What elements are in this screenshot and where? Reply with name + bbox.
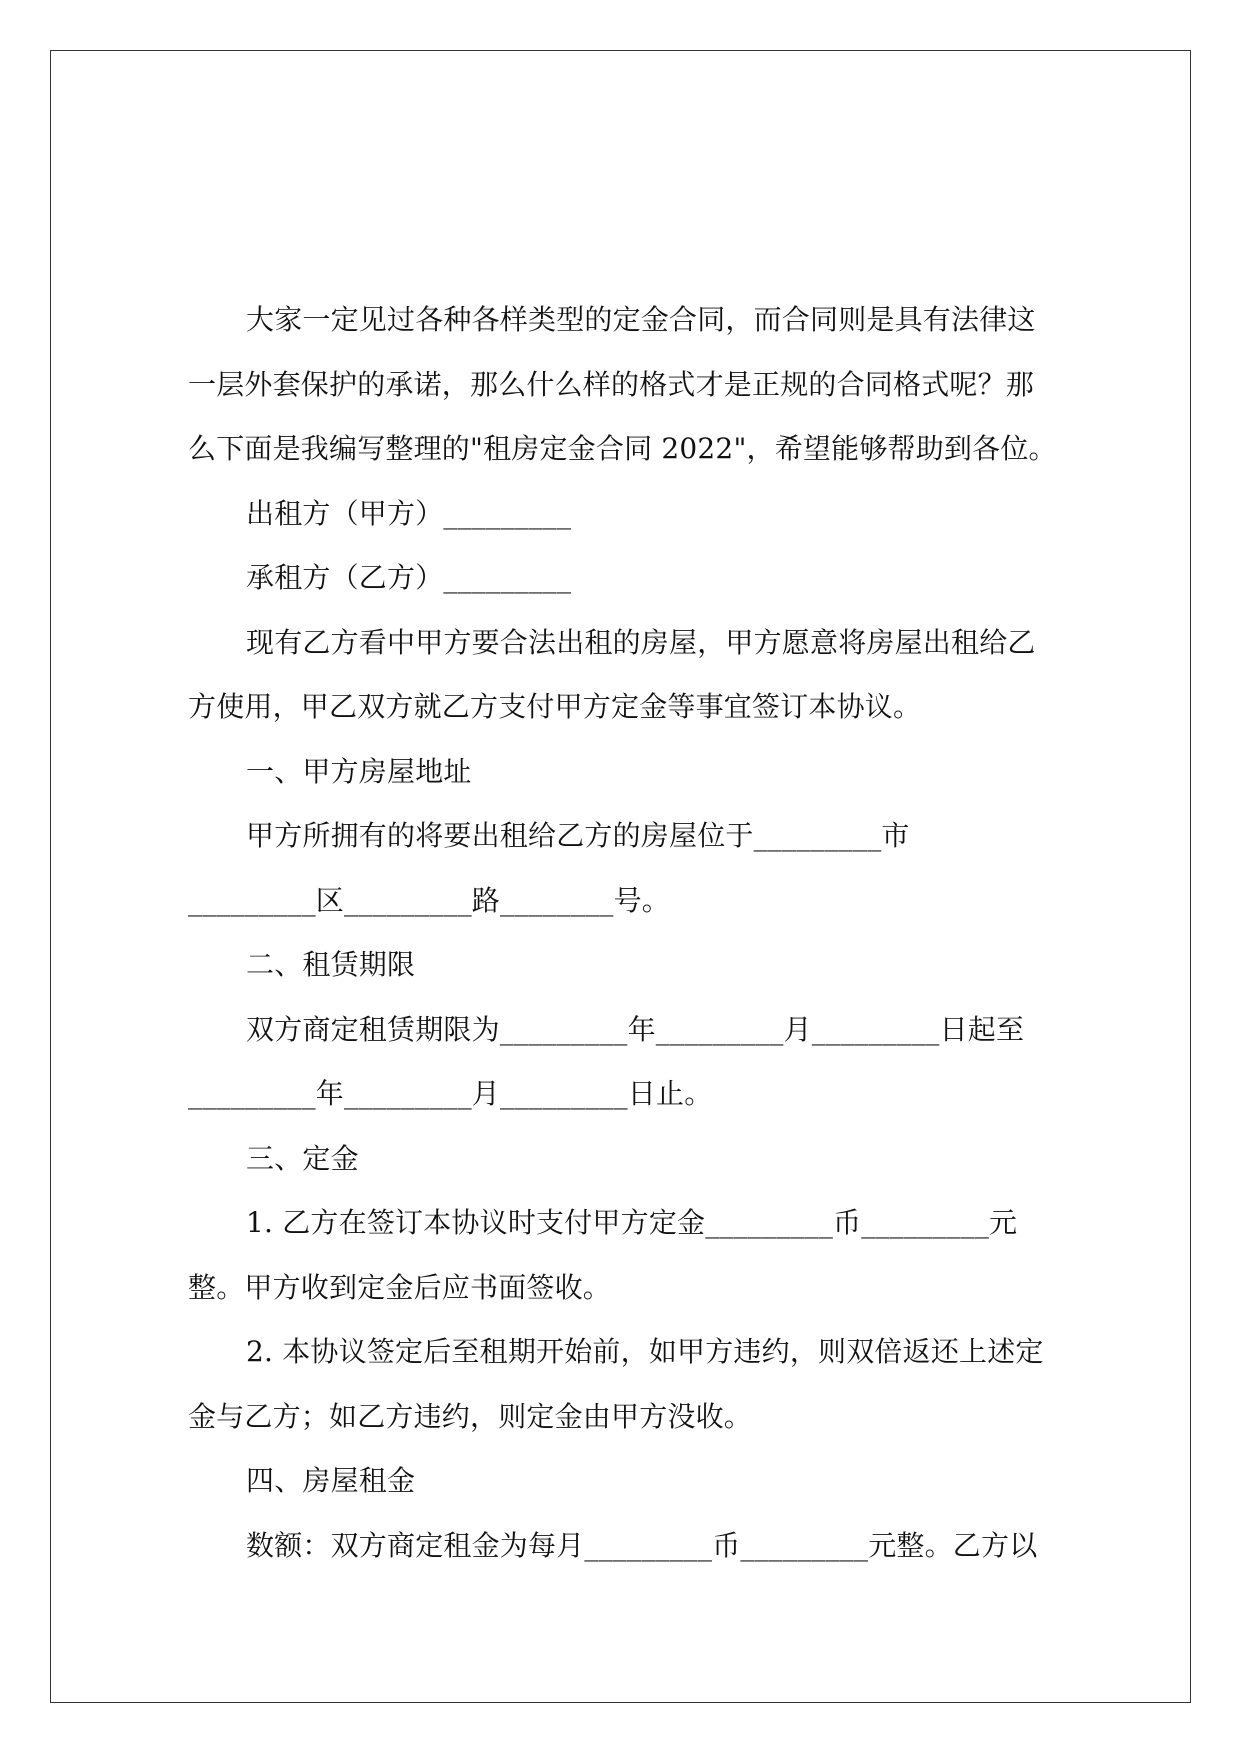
paragraph-line: 大家一定见过各种各样类型的定金合同，而合同则是具有法律这: [246, 303, 1036, 336]
section-heading-rent: 四、房屋租金: [246, 1464, 416, 1497]
paragraph-line: _________区_________路________号。: [188, 883, 671, 917]
paragraph-line: 金与乙方；如乙方违约，则定金由甲方没收。: [188, 1399, 753, 1433]
document-body: [188, 288, 1057, 1578]
lessee-field: 承租方（乙方）_________: [246, 561, 572, 594]
section-heading-deposit: 三、定金: [246, 1141, 359, 1175]
paragraph-line: 1. 乙方在签订本协议时支付甲方定金_________币_________元: [246, 1206, 1018, 1239]
section-heading-address: 一、甲方房屋地址: [246, 754, 472, 788]
paragraph-line: 整。甲方收到定金后应书面签收。: [188, 1270, 612, 1304]
paragraph-line: 方使用，甲乙双方就乙方支付甲方定金等事宜签订本协议。: [188, 690, 922, 723]
paragraph-line: 2. 本协议签定后至租期开始前，如甲方违约，则双倍返还上述定: [246, 1335, 1044, 1368]
paragraph-line: 现有乙方看中甲方要合法出租的房屋，甲方愿意将房屋出租给乙: [246, 625, 1036, 659]
paragraph-line: 甲方所拥有的将要出租给乙方的房屋位于_________市: [246, 819, 910, 852]
paragraph-line: 么下面是我编写整理的"租房定金合同 2022"，希望能够帮助到各位。: [188, 432, 1057, 465]
paragraph-line: 数额：双方商定租金为每月_________币_________元整。乙方以: [246, 1528, 1038, 1562]
section-heading-term: 二、租赁期限: [246, 948, 416, 981]
paragraph-line: _________年_________月_________日止。: [188, 1077, 713, 1110]
lessor-field: 出租方（甲方）_________: [246, 496, 572, 530]
paragraph-line: 双方商定租赁期限为_________年_________月_________日起至: [246, 1012, 1025, 1046]
paragraph-line: 一层外套保护的承诺，那么什么样的格式才是正规的合同格式呢？那: [188, 367, 1035, 401]
